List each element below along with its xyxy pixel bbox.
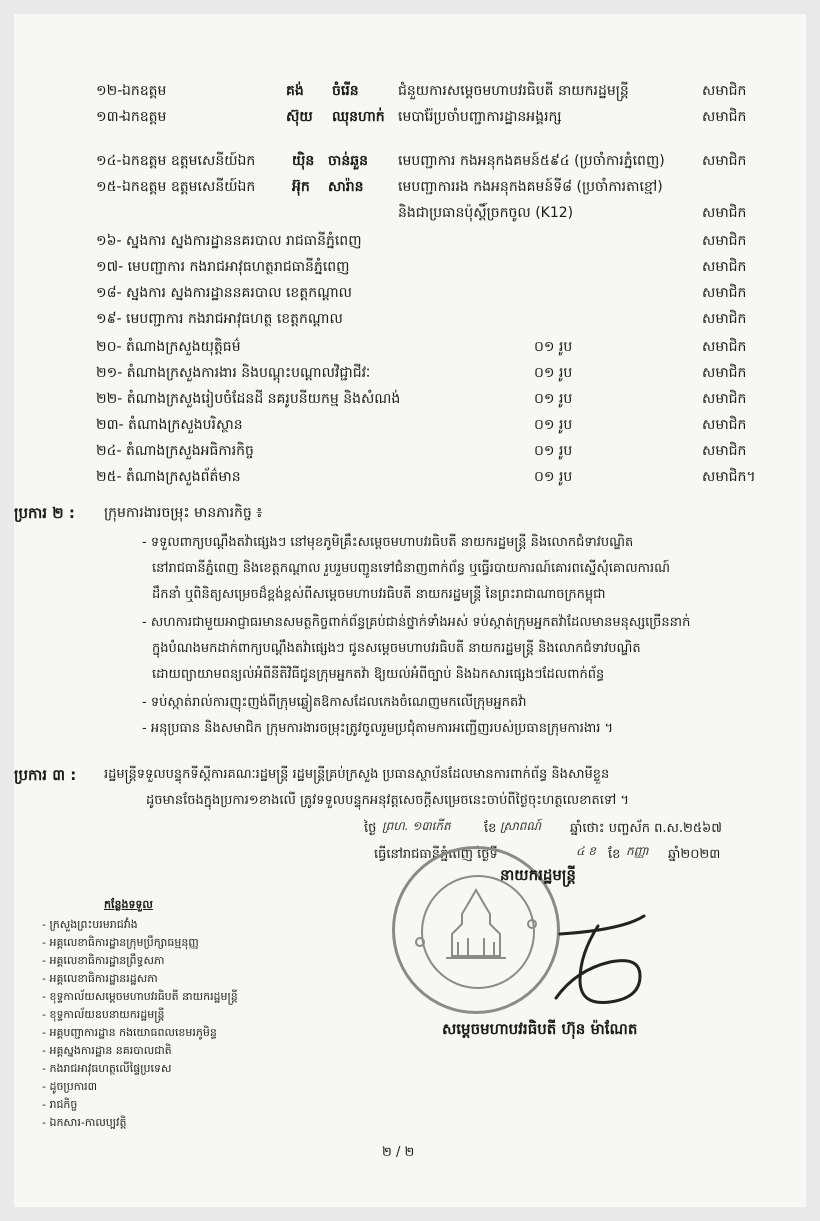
article-2-line: - ទទួលពាក្យបណ្តឹងតវ៉ាផ្សេងៗ នៅមុខភូមិគ្រឹះសម្តេចមហាបវរធិបតី នាយករដ្ឋមន្ត្រី និងលោកជំទាវបណ្ឌិត [142, 535, 634, 550]
member-count: ០១ រូប [534, 443, 573, 459]
lunar-date-prefix: ថ្ងៃ [364, 821, 377, 836]
member-count: ០១ រូប [534, 339, 573, 355]
member-surname: គង់ [286, 83, 304, 99]
member-status: សមាជិក [702, 391, 747, 407]
cc-item: - អគ្គស្នងការដ្ឋាន នគរបាលជាតិ [42, 1044, 172, 1057]
member-status: សមាជិក [702, 233, 747, 249]
member-count: ០១ រូប [534, 391, 573, 407]
member-status: សមាជិក [702, 339, 747, 355]
page-number: ២ / ២ [382, 1145, 415, 1160]
member-given-name: ឈុនហាក់ [332, 109, 385, 125]
member-surname: ស៊ុយ [286, 109, 313, 125]
article-2-line: - សហការជាមួយអាជ្ញាធរមានសមត្ថកិច្ចពាក់ព័ន្ធគ្រប់ជាន់ថ្នាក់ទាំងអស់ ទប់ស្កាត់ក្រុមអ្នកតវ៉ាដែលមានមនុស្សច្រើននាក់ [142, 615, 691, 630]
member-representative: ២២- តំណាងក្រសួងរៀបចំដែនដី នគរូបនីយកម្ម និងសំណង់ [96, 391, 401, 407]
member-status: សមាជិក [702, 205, 747, 221]
member-title: ឯកឧត្តម [122, 83, 167, 99]
article-2-line: ក្នុងបំណងមកដាក់ពាក្យបណ្តឹងតវ៉ាផ្សេងៗ ជូនសម្តេចមហាបវរធិបតី នាយករដ្ឋមន្ត្រី និងលោកជំទាវបណ្ឌិត [152, 641, 641, 656]
member-role: មេបារ៉ែប្រចាំបញ្ជាការដ្ឋានអង្គរក្ស [398, 109, 562, 125]
signatory-role: នាយករដ្ឋមន្ត្រី [500, 866, 576, 884]
cc-item: - អគ្គលេខាធិការដ្ឋានក្រុមប្រឹក្សាធម្មនុញ្ញ [42, 936, 199, 949]
member-given-name: ចាន់ឆួន [328, 153, 368, 169]
member-surname: យ៉ិន [292, 153, 315, 169]
signatory-name: សម្តេចមហាបវរធិបតី ហ៊ុន ម៉ាណែត [442, 1020, 638, 1038]
member-role: មេបញ្ជាការរង កងអនុកងគមន៍ទី៨ (ប្រចាំការតាខ្មៅ) [398, 179, 663, 195]
cc-item: - អគ្គបញ្ជាការដ្ឋាន កងយោធពលខេមរភូមិន្ទ [42, 1026, 217, 1039]
cc-item: - កងរាជអាវុធហត្ថលើផ្ទៃប្រទេស [42, 1062, 172, 1075]
member-status: សមាជិក [702, 285, 747, 301]
article-3-line: រដ្ឋមន្ត្រីទទួលបន្ទុកទីស្តីការគណៈរដ្ឋមន្ត្រី រដ្ឋមន្ត្រីគ្រប់ក្រសួង ប្រធានស្ថាប័នដែលមានការពាក់ព័ន្ធ និងសាមីខ្លួន [104, 767, 610, 782]
member-given-name: សារ៉ាន [328, 179, 364, 195]
member-status: សមាជិក [702, 259, 747, 275]
cc-item: - ដូចប្រការ៣ [42, 1080, 98, 1093]
lunar-year: ឆ្នាំថោះ បញ្ចស័ក ព.ស.២៥៦៧ [570, 821, 722, 836]
cc-heading: កន្លែងទទួល [104, 898, 153, 911]
month-handwritten: កញ្ញា [626, 844, 649, 858]
member-institution: ១៦- ស្នងការ ស្នងការដ្ឋាននគរបាល រាជធានីភ្នំពេញ [96, 233, 362, 249]
handwritten-signature [536, 902, 656, 1022]
document-page [14, 14, 806, 1207]
member-representative: ២០- តំណាងក្រសួងយុត្តិធម៌ [96, 339, 241, 355]
member-representative: ២៥- តំណាងក្រសួងព័ត៌មាន [96, 469, 241, 485]
member-status: សមាជិក [702, 153, 747, 169]
article-2-intro: ក្រុមការងារចម្រុះ មានភារកិច្ច ៖ [104, 505, 263, 521]
article-2-line: - ទប់ស្កាត់រាល់ការញុះញង់ពីក្រុមឆ្លៀតឱកាសដែលកេងចំណេញមកលើក្រុមអ្នកតវ៉ា [142, 695, 527, 710]
member-institution: ១៨- ស្នងការ ស្នងការដ្ឋាននគរបាល ខេត្តកណ្តាល [96, 285, 352, 301]
article-2-line: នៅរាជធានីភ្នំពេញ និងខេត្តកណ្តាល រួបរួមបញ្ជូនទៅជំនាញពាក់ព័ន្ធ ឬធ្វើរបាយការណ៍គោរពស្នើសុំគោលការណ៍ [152, 561, 670, 576]
member-count: ០១ រូប [534, 365, 573, 381]
cc-item: - ខុទ្ទកាល័យសម្តេចមហាបវរធិបតី នាយករដ្ឋមន្ត្រី [42, 990, 238, 1003]
member-given-name: ចំរើន [332, 83, 359, 99]
member-status: សមាជិក [702, 311, 747, 327]
member-num: ១២- [96, 83, 123, 99]
article-2-line: - អនុប្រធាន និងសមាជិក ក្រុមការងារចម្រុះត្រូវចូលរួមប្រជុំតាមការអញ្ជើញរបស់ប្រធានក្រុមការងារ ។ [142, 721, 614, 736]
cc-item: - ក្រសួងព្រះបរមរាជវាំង [42, 918, 138, 931]
article-3-line: ដូចមានចែងក្នុងប្រការ១ខាងលើ ត្រូវទទួលបន្ទុកអនុវត្តសេចក្តីសម្រេចនេះចាប់ពីថ្ងៃចុះហត្ថលេខាតទៅ ។ [146, 793, 629, 808]
article-2-line: ដឹកនាំ ឬពិនិត្យសម្រេចដ៏ខ្ពង់ខ្ពស់ពីសម្តេចមហាបវរធិបតី នាយករដ្ឋមន្ត្រី នៃព្រះរាជាណាចក្រកម្ពុជា [152, 587, 606, 602]
member-status: សមាជិក [702, 417, 747, 433]
member-title: ឯកឧត្តម ឧត្តមសេនីយ៍ឯក [122, 153, 256, 169]
cc-item: - ខុទ្ទកាល័យឧបនាយករដ្ឋមន្ត្រី [42, 1008, 165, 1021]
lunar-month-label: ខែ [484, 821, 497, 836]
day-handwritten: ៤ ខ [576, 844, 596, 858]
cc-item: - ឯកសារ-កាលប្បវត្តិ [42, 1116, 127, 1129]
member-num: ១៣- [96, 109, 124, 125]
cc-item: - អគ្គលេខាធិការដ្ឋានរដ្ឋសភា [42, 972, 158, 985]
article-2-line: ដោយព្យាយាមពន្យល់អំពីនីតិវិធីជូនក្រុមអ្នកតវ៉ា ឱ្យយល់អំពីច្បាប់ និងឯកសារផ្សេងៗដែលពាក់ព័ន្ធ [152, 667, 605, 682]
member-institution: ១៧- មេបញ្ជាការ កងរាជអាវុធហត្ថរាជធានីភ្នំពេញ [96, 259, 350, 275]
member-role-continued: និងជាប្រធានប៉ុស្តិ៍ច្រកចូល (K12) [398, 205, 574, 221]
member-status: សមាជិក [702, 109, 747, 125]
member-num: ១៤- [96, 153, 122, 169]
month-label: ខែ [608, 847, 621, 862]
member-surname: អ៊ុក [292, 179, 310, 195]
place-date-prefix: ធ្វើនៅរាជធានីភ្នំពេញ ថ្ងៃទី [374, 847, 498, 862]
member-num: ១៥- [96, 179, 122, 195]
member-status: សមាជិក [702, 83, 747, 99]
member-count: ០១ រូប [534, 417, 573, 433]
member-representative: ២៣- តំណាងក្រសួងបរិស្ថាន [96, 417, 243, 433]
year: ឆ្នាំ២០២៣ [668, 847, 721, 862]
member-status: សមាជិក។ [702, 469, 756, 485]
member-title: ឯកឧត្តម ឧត្តមសេនីយ៍ឯក [122, 179, 256, 195]
lunar-day-handwritten: ព្រហ. ១៣កើត [382, 819, 451, 833]
member-title: ឯកឧត្តម [122, 109, 167, 125]
lunar-month-handwritten: ស្រាពណ៍ [500, 819, 542, 833]
member-institution: ១៩- មេបញ្ជាការ កងរាជអាវុធហត្ថ ខេត្តកណ្តាល [96, 311, 343, 327]
article-2-label: ប្រការ ២ : [14, 504, 75, 522]
cc-item: - អគ្គលេខាធិការដ្ឋានព្រឹទ្ធសភា [42, 954, 165, 967]
member-representative: ២៤- តំណាងក្រសួងអធិការកិច្ច [96, 443, 254, 459]
member-representative: ២១- តំណាងក្រសួងការងារ និងបណ្តុះបណ្តាលវិជ្ជាជីវៈ [96, 365, 371, 381]
member-status: សមាជិក [702, 365, 747, 381]
cc-item: - រាជកិច្ច [42, 1098, 78, 1111]
member-status: សមាជិក [702, 443, 747, 459]
member-count: ០១ រូប [534, 469, 573, 485]
member-role: ជំនួយការសម្តេចមហាបវរធិបតី នាយករដ្ឋមន្ត្រី [398, 83, 629, 99]
article-3-label: ប្រការ ៣ : [14, 766, 77, 784]
member-role: មេបញ្ជាការ កងអនុកងគមន៍៥៩៤ (ប្រចាំការភ្នំពេញ) [398, 153, 665, 169]
